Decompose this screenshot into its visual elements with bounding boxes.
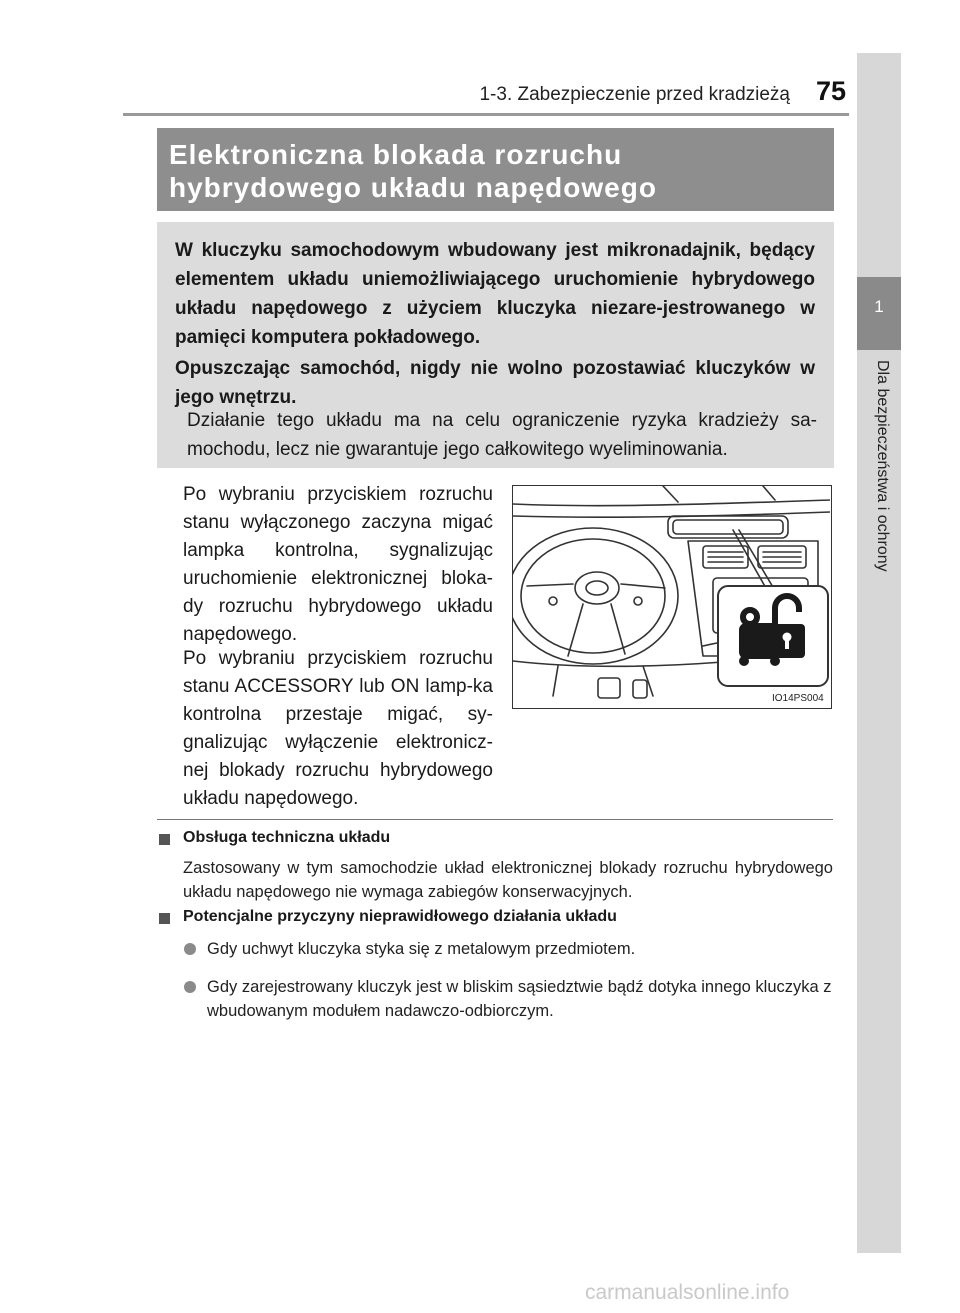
square-bullet-icon	[159, 834, 170, 845]
section-title-line2: hybrydowego układu napędowego	[169, 172, 657, 203]
chapter-number: 1	[874, 297, 884, 316]
dashboard-illustration	[512, 485, 832, 709]
body-paragraph-1: Po wybraniu przyciskiem rozruchu stanu wyłączonego zaczyna migać lampka kontrolna, sygnalizując uruchomienie elektronicznej bloka-dy rozruchu hybrydowego układu napędowego.	[183, 484, 493, 645]
intro-paragraph-1: W kluczyku samochodowym wbudowany jest mikronadajnik, będący elementem układu uniemożliwiającego uruchomienie hybrydowego układu napędowego z użyciem kluczyka niezare-jestrowanego w pamięci komputera pokładowego.	[175, 240, 815, 348]
running-header: 1-3. Zabezpieczenie przed kradzieżą	[479, 84, 790, 105]
intro-paragraph-2: Opuszczając samochód, nigdy nie wolno pozostawiać kluczyków w jego wnętrzu.	[175, 358, 815, 408]
section-title-box	[157, 128, 834, 211]
watermark: carmanualsonline.info	[585, 1281, 790, 1304]
figure-code: IO14PS004	[772, 693, 824, 704]
body-paragraph-2: Po wybraniu przyciskiem rozruchu stanu ACCESSORY lub ON lamp-ka kontrolna przestaje migać, sy-gnalizując wyłączenie elektronicz-nej blokady rozruchu hybrydowego układu napędowego.	[183, 648, 493, 809]
section-title-line1: Elektroniczna blokada rozruchu	[169, 139, 623, 170]
square-bullet-icon	[159, 913, 170, 924]
intro-box	[157, 222, 834, 468]
section-divider	[157, 819, 833, 820]
section-heading-malfunction: Potencjalne przyczyny nieprawidłowego działania układu	[183, 908, 617, 925]
section-text-maintenance: Zastosowany w tym samochodzie układ elektronicznej blokady rozruchu hybrydowego układu napędowego nie wymaga zabiegów konserwacyjnych.	[183, 859, 833, 901]
bullet-item: Gdy zarejestrowany kluczyk jest w bliskim sąsiedztwie bądź dotyka innego kluczyka z wbudowanym modułem nadawczo-odbiorczym.	[207, 978, 832, 1020]
header-rule	[123, 113, 849, 116]
section-heading-maintenance: Obsługa techniczna układu	[183, 829, 391, 846]
bullet-item: Gdy uchwyt kluczyka styka się z metalowym przedmiotem.	[207, 940, 636, 958]
chapter-label: Dla bezpieczeństwa i ochrony	[874, 360, 891, 572]
chapter-tab	[857, 277, 901, 350]
round-bullet-icon	[184, 943, 196, 955]
round-bullet-icon	[184, 981, 196, 993]
intro-note: Działanie tego układu ma na celu ograniczenie ryzyka kradzieży sa-mochodu, lecz nie gwarantuje jego całkowitego wyeliminowania.	[187, 410, 817, 460]
dashboard-drawing	[513, 486, 830, 707]
page-number: 75	[815, 76, 846, 106]
section-title	[169, 138, 657, 204]
